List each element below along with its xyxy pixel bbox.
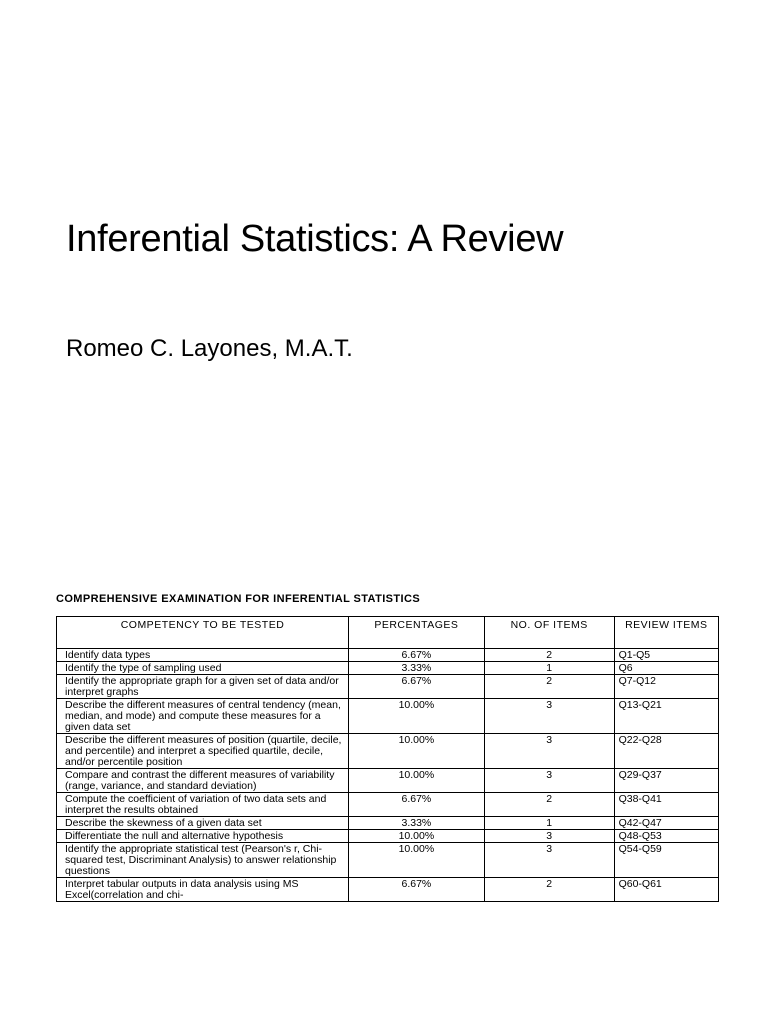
items-cell: 1 [484, 662, 614, 675]
review-cell: Q6 [614, 662, 718, 675]
percentage-cell: 6.67% [348, 878, 484, 902]
review-cell: Q42-Q47 [614, 817, 718, 830]
header-review: REVIEW ITEMS [614, 617, 718, 649]
percentage-cell: 10.00% [348, 769, 484, 793]
competency-cell: Describe the skewness of a given data set [57, 817, 349, 830]
percentage-cell: 6.67% [348, 793, 484, 817]
table-row [57, 793, 719, 817]
items-cell: 2 [484, 793, 614, 817]
items-cell: 3 [484, 769, 614, 793]
competency-cell: Compare and contrast the different measures of variability (range, variance, and standard deviation) [57, 769, 349, 793]
table-header-row [57, 617, 719, 649]
competency-cell: Describe the different measures of position (quartile, decile, and percentile) and interpret a specified quartile, decile, and/or percentile position [57, 734, 349, 769]
table-row [57, 662, 719, 675]
items-cell: 3 [484, 830, 614, 843]
percentage-cell: 10.00% [348, 843, 484, 878]
header-percentages: PERCENTAGES [348, 617, 484, 649]
review-cell: Q13-Q21 [614, 699, 718, 734]
items-cell: 3 [484, 699, 614, 734]
table-caption: COMPREHENSIVE EXAMINATION FOR INFERENTIAL STATISTICS [56, 593, 421, 605]
table-row [57, 830, 719, 843]
header-competency: COMPETENCY TO BE TESTED [57, 617, 349, 649]
table-row [57, 675, 719, 699]
table-row [57, 699, 719, 734]
percentage-cell: 6.67% [348, 649, 484, 662]
header-items: NO. OF ITEMS [484, 617, 614, 649]
review-cell: Q22-Q28 [614, 734, 718, 769]
document-title: Inferential Statistics: A Review [66, 218, 564, 260]
percentage-cell: 10.00% [348, 734, 484, 769]
competency-cell: Identify the appropriate statistical test (Pearson's r, Chi-squared test, Discriminant Analysis) to answer relationship questions [57, 843, 349, 878]
items-cell: 2 [484, 878, 614, 902]
competency-cell: Describe the different measures of central tendency (mean, median, and mode) and compute these measures for a given data set [57, 699, 349, 734]
review-cell: Q1-Q5 [614, 649, 718, 662]
percentage-cell: 10.00% [348, 830, 484, 843]
review-cell: Q54-Q59 [614, 843, 718, 878]
items-cell: 2 [484, 675, 614, 699]
author-name: Romeo C. Layones, M.A.T. [66, 335, 353, 362]
table-row [57, 843, 719, 878]
percentage-cell: 10.00% [348, 699, 484, 734]
table-row [57, 817, 719, 830]
items-cell: 3 [484, 734, 614, 769]
items-cell: 2 [484, 649, 614, 662]
competency-cell: Identify the appropriate graph for a given set of data and/or interpret graphs [57, 675, 349, 699]
items-cell: 3 [484, 843, 614, 878]
review-cell: Q48-Q53 [614, 830, 718, 843]
review-cell: Q60-Q61 [614, 878, 718, 902]
table-row [57, 649, 719, 662]
percentage-cell: 3.33% [348, 662, 484, 675]
competency-cell: Compute the coefficient of variation of two data sets and interpret the results obtained [57, 793, 349, 817]
competency-table [56, 616, 719, 902]
table-row [57, 878, 719, 902]
review-cell: Q38-Q41 [614, 793, 718, 817]
review-cell: Q29-Q37 [614, 769, 718, 793]
competency-cell: Differentiate the null and alternative hypothesis [57, 830, 349, 843]
competency-cell: Identify data types [57, 649, 349, 662]
competency-cell: Interpret tabular outputs in data analysis using MS Excel(correlation and chi- [57, 878, 349, 902]
items-cell: 1 [484, 817, 614, 830]
table-body [57, 649, 719, 902]
percentage-cell: 6.67% [348, 675, 484, 699]
competency-cell: Identify the type of sampling used [57, 662, 349, 675]
percentage-cell: 3.33% [348, 817, 484, 830]
table-row [57, 769, 719, 793]
table-row [57, 734, 719, 769]
review-cell: Q7-Q12 [614, 675, 718, 699]
